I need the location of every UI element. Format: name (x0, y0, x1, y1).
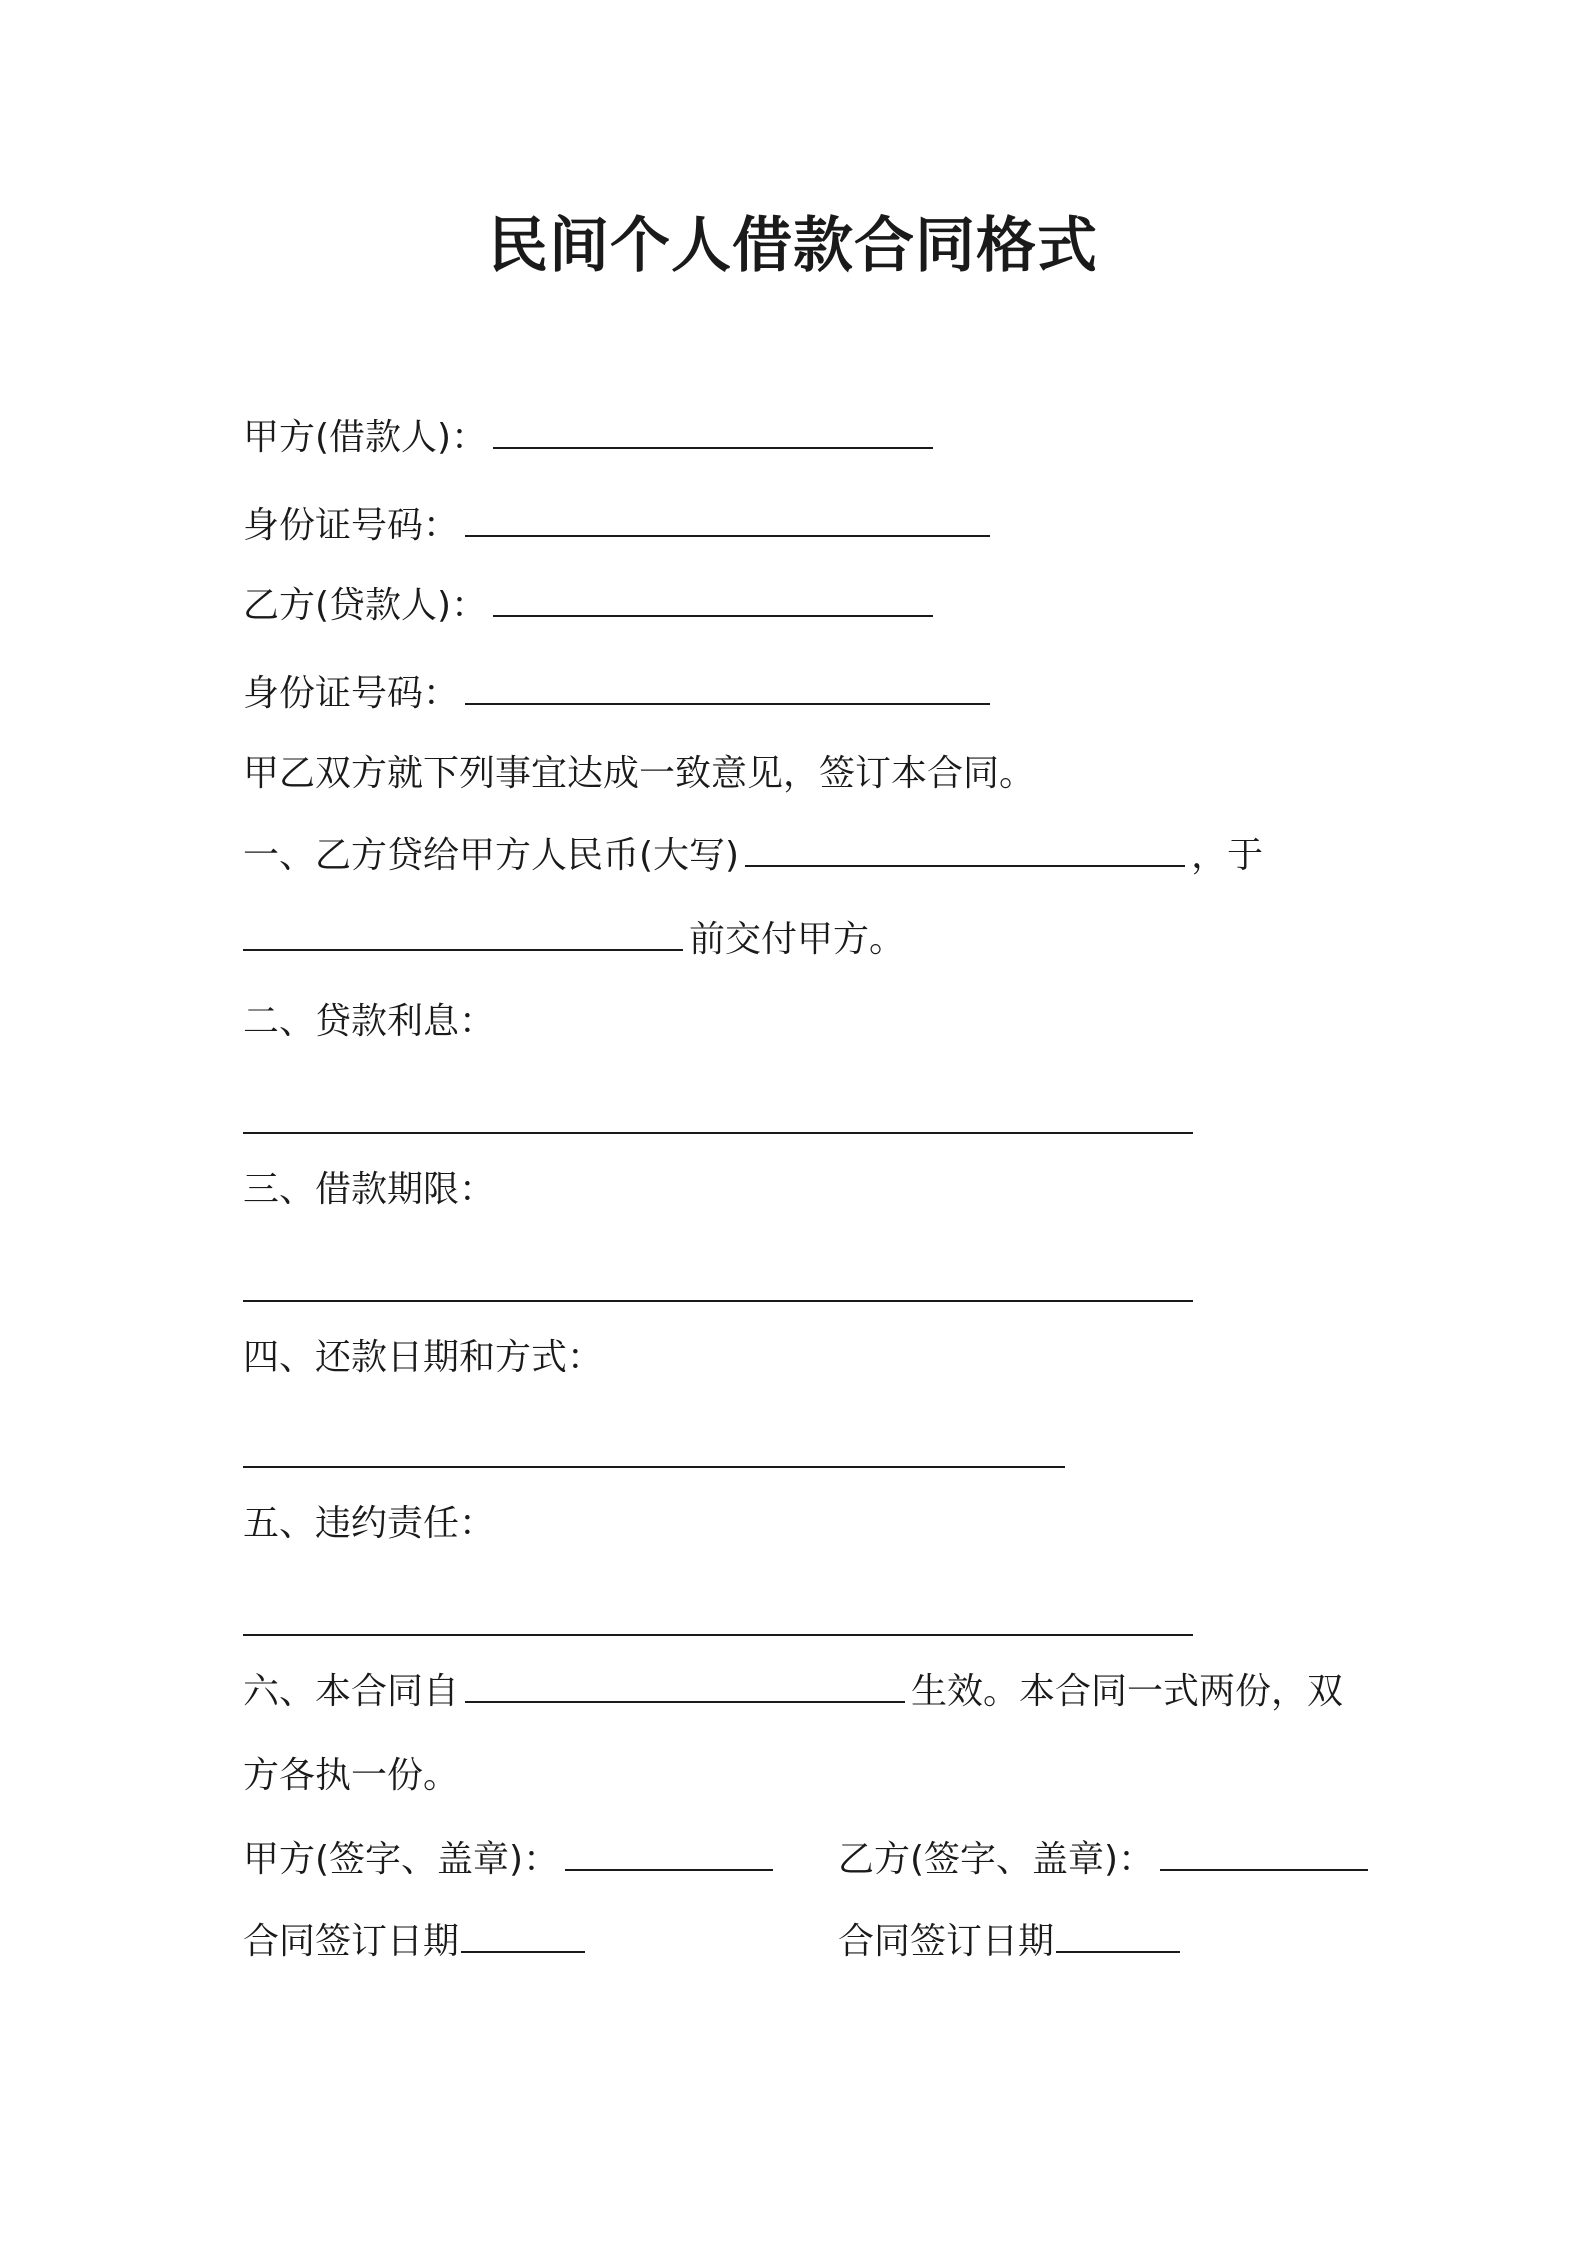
clause-5-heading: 五、违约责任： (243, 1503, 496, 1544)
date-a-blank[interactable] (461, 1921, 585, 1953)
clause-2-heading: 二、贷款利息： (243, 1001, 496, 1042)
sign-b-row (838, 1836, 1374, 1884)
clause-6-text-a: 六、本合同自 (243, 1671, 460, 1712)
interest-blank[interactable] (243, 1132, 1193, 1134)
sign-b-blank[interactable] (1160, 1839, 1368, 1871)
clause-4-heading: 四、还款日期和方式： (243, 1337, 604, 1378)
clause-6-row (243, 1668, 1343, 1716)
sign-a-blank[interactable] (565, 1839, 773, 1871)
party-a-row (243, 414, 939, 462)
date-b-label: 合同签订日期 (838, 1921, 1055, 1962)
party-b-id-label: 身份证号码： (243, 673, 460, 714)
sign-b-label: 乙方(签字、盖章)： (838, 1839, 1155, 1880)
party-a-name-blank[interactable] (493, 417, 933, 449)
party-b-label: 乙方(贷款人)： (243, 585, 488, 626)
party-a-label: 甲方(借款人)： (243, 417, 488, 458)
effective-date-blank[interactable] (465, 1671, 905, 1703)
liability-blank[interactable] (243, 1634, 1193, 1636)
clause-6-text-b: 生效。本合同一式两份，双 (911, 1671, 1344, 1712)
clause-1-row-2 (243, 916, 905, 964)
date-a-label: 合同签订日期 (243, 1921, 460, 1962)
party-a-id-row (243, 502, 996, 550)
clause-6-text-c: 方各执一份。 (243, 1755, 460, 1796)
sign-a-row (243, 1836, 779, 1884)
clause-1-row (243, 832, 1263, 880)
intro-text: 甲乙双方就下列事宜达成一致意见，签订本合同。 (243, 753, 1036, 794)
clause-3-heading: 三、借款期限： (243, 1169, 496, 1210)
clause-1-text-b: ，于 (1191, 835, 1264, 876)
clause-1-text-a: 一、乙方贷给甲方人民币(大写) (243, 835, 740, 876)
party-b-id-blank[interactable] (465, 673, 990, 705)
date-b-blank[interactable] (1056, 1921, 1180, 1953)
date-a-row (243, 1918, 591, 1966)
party-b-row (243, 582, 939, 630)
sign-a-label: 甲方(签字、盖章)： (243, 1839, 560, 1880)
page-title: 民间个人借款合同格式 (488, 211, 1098, 281)
party-b-name-blank[interactable] (493, 585, 933, 617)
party-a-id-label: 身份证号码： (243, 505, 460, 546)
date-b-row (838, 1918, 1186, 1966)
repayment-blank[interactable] (243, 1466, 1065, 1468)
party-b-id-row (243, 670, 996, 718)
clause-1-text-c: 前交付甲方。 (689, 919, 906, 960)
loan-term-blank[interactable] (243, 1300, 1193, 1302)
party-a-id-blank[interactable] (465, 505, 990, 537)
delivery-date-blank[interactable] (243, 919, 683, 951)
loan-amount-blank[interactable] (745, 835, 1185, 867)
